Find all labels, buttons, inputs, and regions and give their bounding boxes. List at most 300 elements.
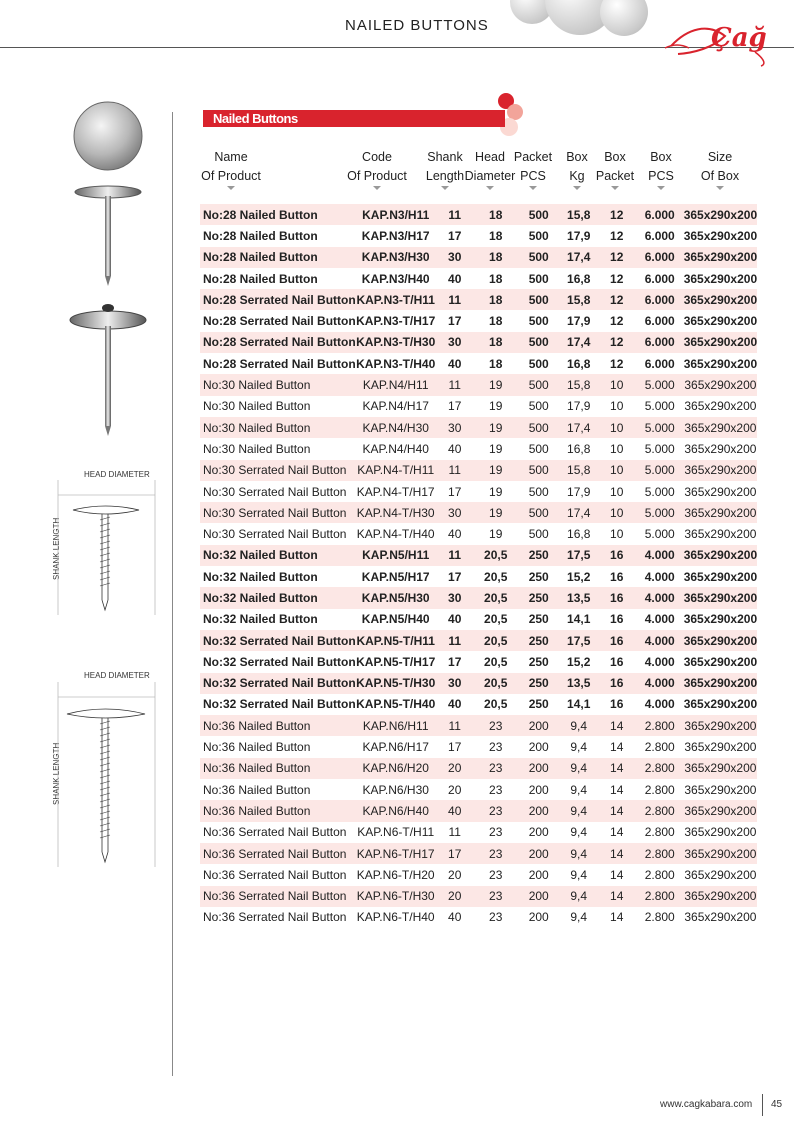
- cell-shank-length: 11: [436, 460, 474, 481]
- cell-name: No:30 Nailed Button: [200, 417, 356, 438]
- cell-box-kg: 16,8: [567, 441, 591, 456]
- cell-name: No:32 Nailed Button: [203, 612, 318, 627]
- cell-box-pcs: 4.000: [636, 545, 684, 566]
- cell-shank-length: 17: [448, 399, 462, 414]
- table-row: [200, 587, 757, 608]
- cell-box-size: 365x290x200: [683, 654, 758, 669]
- cell-code: KAP.N4-T/H17: [356, 484, 435, 499]
- footer-url: www.cagkabara.com: [660, 1099, 753, 1110]
- cell-box-kg: 17,9: [567, 484, 591, 499]
- cell-box-pcs: 4.000: [636, 630, 684, 651]
- cell-code: KAP.N5/H30: [356, 587, 436, 608]
- cell-name: No:28 Nailed Button: [203, 271, 318, 286]
- cell-packet-pcs: 500: [528, 314, 549, 329]
- cell-name: No:36 Serrated Nail Button: [203, 825, 347, 840]
- cell-code: KAP.N4-T/H11: [356, 460, 436, 481]
- cell-head-diameter: 23: [489, 782, 503, 797]
- nailed-button-images: [60, 100, 160, 440]
- cell-code: KAP.N3/H30: [356, 247, 436, 268]
- table-row: [200, 673, 757, 694]
- cell-shank-length: 11: [436, 374, 474, 395]
- cell-shank-length: 30: [436, 502, 474, 523]
- cell-shank-length: 17: [448, 654, 462, 669]
- cell-shank-length: 40: [448, 910, 462, 925]
- footer-divider: [762, 1094, 763, 1116]
- cell-box-kg: 9,4: [560, 843, 598, 864]
- cell-head-diameter: 18: [489, 356, 503, 371]
- cell-name: No:30 Nailed Button: [203, 441, 311, 456]
- cell-code: KAP.N5-T/H30: [356, 673, 436, 694]
- cell-head-diameter: 19: [474, 374, 518, 395]
- cell-box-packet: 14: [610, 782, 624, 797]
- cell-name: No:32 Serrated Nail Button: [200, 673, 356, 694]
- cell-head-diameter: 18: [474, 204, 518, 225]
- cell-box-packet: 10: [598, 374, 636, 395]
- cell-box-pcs: 2.800: [636, 800, 684, 821]
- cell-head-diameter: 19: [474, 502, 518, 523]
- cell-head-diameter: 20,5: [484, 654, 508, 669]
- cell-box-size: 365x290x200: [684, 289, 757, 310]
- cell-name: No:28 Nailed Button: [200, 247, 356, 268]
- cell-box-pcs: 5.000: [636, 417, 684, 438]
- cell-box-kg: 9,4: [560, 715, 598, 736]
- cell-code: KAP.N6-T/H20: [356, 867, 435, 882]
- cell-code: KAP.N4/H40: [362, 441, 429, 456]
- cell-packet-pcs: 500: [528, 441, 549, 456]
- cell-head-diameter: 23: [489, 910, 503, 925]
- cell-box-kg: 17,4: [560, 502, 598, 523]
- cell-box-size: 365x290x200: [684, 867, 757, 882]
- cell-box-kg: 9,4: [560, 758, 598, 779]
- table-row: [200, 481, 757, 502]
- cell-code: KAP.N6-T/H11: [357, 825, 435, 840]
- table-row: [200, 779, 757, 800]
- cell-shank-length: 30: [436, 587, 474, 608]
- cell-code: KAP.N5/H17: [361, 569, 430, 584]
- cell-box-size: 365x290x200: [684, 782, 757, 797]
- cell-shank-length: 40: [448, 697, 462, 712]
- cell-box-packet: 10: [610, 484, 624, 499]
- cell-head-diameter: 19: [474, 460, 518, 481]
- cell-head-diameter: 19: [474, 417, 518, 438]
- page-number: 45: [771, 1099, 783, 1110]
- cell-box-pcs: 2.800: [644, 740, 675, 755]
- col-header-shank-length: Shank Length: [425, 148, 465, 190]
- cell-code: KAP.N5/H11: [356, 545, 436, 566]
- cell-code: KAP.N3-T/H40: [356, 356, 436, 371]
- cell-box-kg: 17,5: [560, 630, 598, 651]
- cell-name: No:36 Serrated Nail Button: [203, 867, 347, 882]
- cell-box-pcs: 5.000: [636, 502, 684, 523]
- col-header-packet-pcs: Packet PCS: [513, 148, 553, 190]
- cell-name: No:28 Serrated Nail Button: [203, 356, 356, 371]
- cell-packet-pcs: 250: [528, 654, 549, 669]
- cell-box-packet: 12: [598, 247, 636, 268]
- decorative-bubbles: [500, 0, 680, 46]
- cell-head-diameter: 19: [489, 441, 503, 456]
- cell-head-diameter: 20,5: [484, 569, 508, 584]
- table-row: [200, 417, 757, 438]
- cell-box-pcs: 6.000: [644, 271, 675, 286]
- cell-box-packet: 14: [610, 867, 624, 882]
- table-row: [200, 332, 757, 353]
- cell-box-kg: 14,1: [567, 697, 591, 712]
- cell-box-packet: 10: [610, 527, 624, 542]
- cell-name: No:36 Serrated Nail Button: [203, 910, 347, 925]
- cell-box-kg: 15,8: [560, 460, 598, 481]
- cell-box-packet: 12: [610, 314, 624, 329]
- cell-shank-length: 17: [436, 843, 474, 864]
- cell-code: KAP.N4/H11: [356, 374, 436, 395]
- cell-name: No:36 Nailed Button: [200, 800, 356, 821]
- cell-box-pcs: 4.000: [644, 654, 675, 669]
- cell-code: KAP.N5-T/H17: [356, 654, 436, 669]
- cell-box-pcs: 4.000: [636, 673, 684, 694]
- cell-box-packet: 10: [598, 460, 636, 481]
- cell-code: KAP.N6/H40: [356, 800, 436, 821]
- cell-box-kg: 9,4: [570, 740, 588, 755]
- cell-box-packet: 14: [598, 886, 636, 907]
- cell-box-size: 365x290x200: [684, 715, 757, 736]
- cell-head-diameter: 20,5: [474, 545, 518, 566]
- cell-box-pcs: 6.000: [636, 289, 684, 310]
- cell-box-pcs: 5.000: [636, 374, 684, 395]
- cell-box-kg: 9,4: [570, 782, 588, 797]
- cell-box-size: 365x290x200: [683, 569, 758, 584]
- cell-head-diameter: 20,5: [484, 697, 508, 712]
- shank-length-label-2: SHANK LENGTH: [52, 742, 61, 805]
- cell-packet-pcs: 200: [518, 715, 560, 736]
- cell-name: No:32 Nailed Button: [203, 569, 318, 584]
- cell-code: KAP.N5-T/H11: [356, 630, 436, 651]
- cell-packet-pcs: 500: [528, 228, 549, 243]
- cell-name: No:32 Serrated Nail Button: [203, 697, 356, 712]
- col-header-size-of-box: Size Of Box: [696, 148, 744, 190]
- cell-box-kg: 9,4: [570, 910, 588, 925]
- cell-box-size: 365x290x200: [684, 886, 757, 907]
- cell-packet-pcs: 500: [518, 204, 560, 225]
- cell-packet-pcs: 200: [518, 886, 560, 907]
- cell-box-size: 365x290x200: [683, 228, 758, 243]
- cell-head-diameter: 18: [474, 332, 518, 353]
- table-row: [200, 864, 757, 885]
- cell-box-size: 365x290x200: [684, 399, 757, 414]
- cell-packet-pcs: 500: [528, 399, 549, 414]
- cell-box-pcs: 2.800: [636, 886, 684, 907]
- cell-box-size: 365x290x200: [684, 630, 757, 651]
- cell-box-kg: 13,5: [560, 673, 598, 694]
- cell-box-pcs: 2.800: [644, 825, 675, 840]
- left-divider: [172, 112, 173, 1076]
- cell-packet-pcs: 200: [518, 800, 560, 821]
- cell-box-kg: 15,8: [560, 374, 598, 395]
- table-row: [200, 460, 757, 481]
- cell-box-packet: 12: [610, 356, 624, 371]
- cell-head-diameter: 23: [489, 740, 503, 755]
- cell-head-diameter: 23: [489, 867, 503, 882]
- table-row: [200, 268, 757, 289]
- cell-head-diameter: 18: [489, 271, 503, 286]
- table-row: [200, 609, 757, 630]
- cell-box-size: 365x290x200: [684, 758, 757, 779]
- cell-box-size: 365x290x200: [684, 910, 757, 925]
- cell-box-pcs: 4.000: [636, 587, 684, 608]
- cell-shank-length: 11: [436, 204, 474, 225]
- cell-box-packet: 14: [610, 740, 624, 755]
- cell-name: No:28 Serrated Nail Button: [203, 314, 356, 329]
- table-row: [200, 886, 757, 907]
- cell-box-size: 365x290x200: [684, 247, 757, 268]
- cell-code: KAP.N6/H30: [362, 782, 429, 797]
- cell-box-pcs: 5.000: [636, 460, 684, 481]
- cell-packet-pcs: 500: [518, 247, 560, 268]
- head-diameter-label-2: HEAD DIAMETER: [84, 671, 150, 680]
- cell-packet-pcs: 500: [528, 527, 549, 542]
- cell-box-packet: 14: [598, 800, 636, 821]
- cell-box-packet: 10: [598, 417, 636, 438]
- cell-shank-length: 30: [436, 332, 474, 353]
- cell-code: KAP.N3/H40: [361, 271, 430, 286]
- cell-packet-pcs: 500: [528, 271, 549, 286]
- cell-name: No:32 Serrated Nail Button: [203, 654, 356, 669]
- cell-box-size: 365x290x200: [684, 545, 757, 566]
- cell-shank-length: 40: [448, 441, 462, 456]
- cell-box-kg: 9,4: [570, 825, 588, 840]
- cell-box-packet: 10: [598, 502, 636, 523]
- cell-box-size: 365x290x200: [684, 843, 757, 864]
- cell-box-kg: 9,4: [560, 886, 598, 907]
- cell-name: No:32 Serrated Nail Button: [200, 630, 356, 651]
- cell-packet-pcs: 500: [518, 332, 560, 353]
- cell-name: No:30 Serrated Nail Button: [200, 502, 356, 523]
- cell-box-packet: 14: [610, 825, 624, 840]
- cell-box-kg: 17,4: [560, 247, 598, 268]
- cell-head-diameter: 23: [474, 886, 518, 907]
- cell-box-pcs: 2.800: [644, 910, 675, 925]
- cell-shank-length: 40: [448, 356, 462, 371]
- cell-box-kg: 17,9: [567, 228, 591, 243]
- cell-name: No:32 Nailed Button: [200, 587, 356, 608]
- table-title: Nailed Buttons: [203, 110, 505, 127]
- cell-box-packet: 10: [610, 399, 624, 414]
- cell-box-size: 365x290x200: [684, 417, 757, 438]
- cell-packet-pcs: 200: [518, 758, 560, 779]
- cell-box-kg: 17,9: [567, 399, 591, 414]
- table-row: [200, 736, 757, 757]
- cell-box-size: 365x290x200: [684, 484, 757, 499]
- table-row: [200, 289, 757, 310]
- cell-box-pcs: 6.000: [644, 228, 675, 243]
- cell-packet-pcs: 250: [518, 673, 560, 694]
- cell-box-size: 365x290x200: [684, 374, 757, 395]
- table-row: [200, 204, 757, 225]
- cell-name: No:30 Nailed Button: [200, 374, 356, 395]
- cell-box-packet: 16: [598, 587, 636, 608]
- cell-name: No:28 Serrated Nail Button: [200, 289, 356, 310]
- table-row: [200, 651, 757, 672]
- cell-box-pcs: 5.000: [644, 484, 675, 499]
- cell-shank-length: 11: [436, 630, 474, 651]
- cell-box-packet: 16: [610, 654, 624, 669]
- cell-box-kg: 17,9: [567, 314, 591, 329]
- cell-box-packet: 16: [610, 569, 624, 584]
- cell-shank-length: 30: [436, 247, 474, 268]
- cell-packet-pcs: 250: [528, 697, 549, 712]
- cell-box-pcs: 4.000: [644, 697, 675, 712]
- cell-box-pcs: 2.800: [644, 782, 675, 797]
- cell-packet-pcs: 250: [528, 569, 549, 584]
- cell-shank-length: 20: [436, 758, 474, 779]
- cell-shank-length: 17: [448, 314, 462, 329]
- cell-box-size: 365x290x200: [684, 332, 757, 353]
- cell-code: KAP.N4/H30: [356, 417, 436, 438]
- table-row: [200, 800, 757, 821]
- cell-head-diameter: 23: [474, 843, 518, 864]
- cell-shank-length: 30: [436, 417, 474, 438]
- cell-packet-pcs: 500: [518, 502, 560, 523]
- cell-box-size: 365x290x200: [683, 612, 758, 627]
- table-row: [200, 247, 757, 268]
- cell-box-size: 365x290x200: [684, 204, 757, 225]
- cell-packet-pcs: 200: [528, 910, 549, 925]
- table-row: [200, 545, 757, 566]
- cell-code: KAP.N6/H11: [356, 715, 436, 736]
- cell-box-kg: 17,4: [560, 332, 598, 353]
- cell-box-size: 365x290x200: [684, 527, 757, 542]
- cell-box-kg: 14,1: [567, 612, 591, 627]
- cell-packet-pcs: 250: [528, 612, 549, 627]
- cell-head-diameter: 23: [474, 758, 518, 779]
- col-header-code: Code Of Product: [347, 148, 407, 190]
- product-table: [200, 204, 757, 928]
- cell-head-diameter: 20,5: [474, 630, 518, 651]
- svg-text:Çağ: Çağ: [711, 23, 767, 53]
- cell-box-size: 365x290x200: [684, 502, 757, 523]
- cell-name: No:32 Nailed Button: [200, 545, 356, 566]
- cell-box-size: 365x290x200: [683, 271, 758, 286]
- cell-packet-pcs: 200: [528, 782, 549, 797]
- cell-packet-pcs: 500: [518, 289, 560, 310]
- cell-shank-length: 11: [436, 289, 474, 310]
- cell-packet-pcs: 250: [518, 630, 560, 651]
- cell-name: No:36 Nailed Button: [203, 782, 311, 797]
- cell-packet-pcs: 500: [518, 374, 560, 395]
- cell-name: No:36 Nailed Button: [200, 715, 356, 736]
- cell-box-pcs: 4.000: [644, 612, 675, 627]
- cell-name: No:30 Serrated Nail Button: [203, 484, 347, 499]
- cell-shank-length: 20: [448, 867, 462, 882]
- table-row: [200, 353, 757, 374]
- cell-head-diameter: 19: [489, 399, 503, 414]
- cell-box-pcs: 6.000: [636, 204, 684, 225]
- cell-head-diameter: 18: [489, 228, 503, 243]
- table-row: [200, 523, 757, 544]
- cell-box-packet: 16: [598, 630, 636, 651]
- cell-code: KAP.N6/H20: [356, 758, 436, 779]
- cell-box-size: 365x290x200: [684, 587, 757, 608]
- cell-head-diameter: 18: [489, 314, 503, 329]
- cell-name: No:30 Serrated Nail Button: [203, 527, 347, 542]
- cell-box-kg: 15,8: [560, 204, 598, 225]
- cell-box-pcs: 6.000: [636, 247, 684, 268]
- cell-box-kg: 15,8: [560, 289, 598, 310]
- cell-packet-pcs: 500: [518, 417, 560, 438]
- cell-box-packet: 12: [598, 289, 636, 310]
- cell-name: No:28 Serrated Nail Button: [200, 332, 356, 353]
- cell-box-kg: 9,4: [570, 867, 588, 882]
- cell-box-size: 365x290x200: [684, 740, 757, 755]
- cell-head-diameter: 20,5: [474, 673, 518, 694]
- cell-box-kg: 15,2: [567, 654, 591, 669]
- table-row: [200, 758, 757, 779]
- nail-diagram-1: [45, 480, 165, 620]
- cell-code: KAP.N4-T/H40: [356, 527, 435, 542]
- col-header-name: Name Of Product: [200, 148, 262, 190]
- cell-code: KAP.N6-T/H40: [356, 910, 435, 925]
- cell-box-pcs: 2.800: [644, 867, 675, 882]
- cell-box-pcs: 5.000: [644, 399, 675, 414]
- cell-shank-length: 20: [436, 886, 474, 907]
- cell-shank-length: 11: [436, 545, 474, 566]
- cell-name: No:30 Nailed Button: [203, 399, 311, 414]
- table-row: [200, 566, 757, 587]
- nail-diagram-2: [45, 682, 165, 872]
- cell-box-packet: 10: [610, 441, 624, 456]
- cell-shank-length: 17: [448, 484, 462, 499]
- cell-packet-pcs: 200: [528, 867, 549, 882]
- cell-shank-length: 11: [436, 715, 474, 736]
- table-row: [200, 907, 757, 928]
- cell-packet-pcs: 500: [528, 356, 549, 371]
- cell-code: KAP.N3-T/H17: [356, 314, 436, 329]
- cell-box-pcs: 2.800: [636, 758, 684, 779]
- cell-name: No:36 Nailed Button: [203, 740, 311, 755]
- cell-code: KAP.N6-T/H30: [356, 886, 436, 907]
- col-header-box-kg: Box Kg: [560, 148, 594, 190]
- cell-shank-length: 11: [448, 825, 461, 840]
- cell-code: KAP.N3-T/H30: [356, 332, 436, 353]
- table-row: [200, 822, 757, 843]
- table-row: [200, 715, 757, 736]
- cell-box-kg: 16,8: [567, 271, 591, 286]
- cell-box-packet: 16: [610, 612, 624, 627]
- cell-box-packet: 16: [598, 545, 636, 566]
- table-row: [200, 438, 757, 459]
- cell-code: KAP.N6/H17: [362, 740, 429, 755]
- cell-shank-length: 40: [448, 527, 462, 542]
- cell-box-pcs: 2.800: [636, 715, 684, 736]
- cell-box-packet: 12: [598, 332, 636, 353]
- cell-box-size: 365x290x200: [684, 460, 757, 481]
- cell-shank-length: 17: [448, 569, 462, 584]
- cell-head-diameter: 18: [474, 289, 518, 310]
- cell-head-diameter: 20,5: [474, 587, 518, 608]
- col-header-box-packet: Box Packet: [595, 148, 635, 190]
- cell-box-kg: 17,4: [560, 417, 598, 438]
- cell-code: KAP.N4/H17: [362, 399, 429, 414]
- cell-box-packet: 12: [598, 204, 636, 225]
- col-header-box-pcs: Box PCS: [642, 148, 680, 190]
- cell-box-kg: 15,2: [567, 569, 591, 584]
- cell-name: No:30 Serrated Nail Button: [200, 460, 356, 481]
- table-row: [200, 843, 757, 864]
- cell-box-kg: 16,8: [567, 356, 591, 371]
- cell-packet-pcs: 200: [528, 740, 549, 755]
- cell-box-pcs: 6.000: [644, 314, 675, 329]
- head-diameter-label-1: HEAD DIAMETER: [84, 470, 150, 479]
- cell-box-size: 365x290x200: [684, 673, 757, 694]
- cell-name: No:28 Nailed Button: [200, 204, 356, 225]
